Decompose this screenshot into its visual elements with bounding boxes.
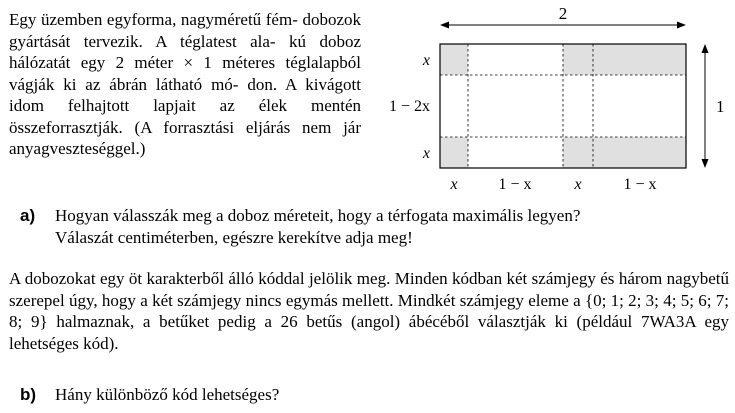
question-a-line: Hogyan válasszák meg a doboz méreteit, hogy a térfogata maximális legyen? [55,206,581,225]
code-paragraph-line: számjegy eleme a {0; 1; 2; 3; 4; 5; 6; 7; 8; 9} halmaznak, a betűket pedig a 26 betűs [9,290,729,331]
height-dimension [702,44,709,168]
code-paragraph-line: és három nagybetű szerepel úgy, hogy a két számjegy nincs egymás mellett. Mindkét [9,269,729,310]
code-paragraph-line: (angol) ábécéből választják ki (például 7WA3A egy lehetséges kód). [9,312,729,353]
intro-line: Egy üzemben egyforma, nagyméretű fém- [9,10,303,29]
shaded-square [563,137,593,168]
shaded-square [440,44,468,75]
shaded-square [440,137,468,168]
left-label-x-top: x [422,52,430,69]
intro-line: don. A kivágott idom felhajtott lapjait az [9,74,361,115]
bottom-label: x [450,176,458,193]
bottom-label: x [574,176,582,193]
bottom-label: 1 − x [498,176,532,193]
box-net-figure [0,0,735,200]
intro-line: eljárás nem jár anyagveszteséggel.) [9,117,361,158]
left-label-x-bottom: x [422,145,430,162]
width-label: 2 [558,4,568,23]
question-a [20,205,720,255]
intro-line: élek mentén összeforrasztják. (A forrasztási [9,96,362,137]
shaded-square [593,44,686,75]
code-paragraph [9,268,729,354]
question-label: b) [20,385,37,404]
question-label: a) [20,206,36,225]
code-paragraph-line: A dobozokat egy öt karakterből álló kóddal jelölik meg. Minden kódban két számjegy [9,269,601,288]
question-b [20,384,420,408]
shaded-square [593,137,686,168]
shaded-square [563,44,593,75]
intro-line: téglalapból vágják ki az ábrán látható mó- [9,53,361,94]
question-b-text: Hány különböző kód lehetséges? [55,385,280,404]
left-label-middle: 1 − 2x [388,98,430,115]
intro-line: kú doboz hálózatát egy 2 méter × 1 méteres [9,31,362,72]
intro-line: dobozok gyártását tervezik. A téglatest ala- [9,10,361,51]
bottom-label: 1 − x [623,176,657,193]
question-a-line: Válaszát centiméterben, egészre kerekítve adja meg! [55,228,413,247]
height-label: 1 [716,97,725,116]
